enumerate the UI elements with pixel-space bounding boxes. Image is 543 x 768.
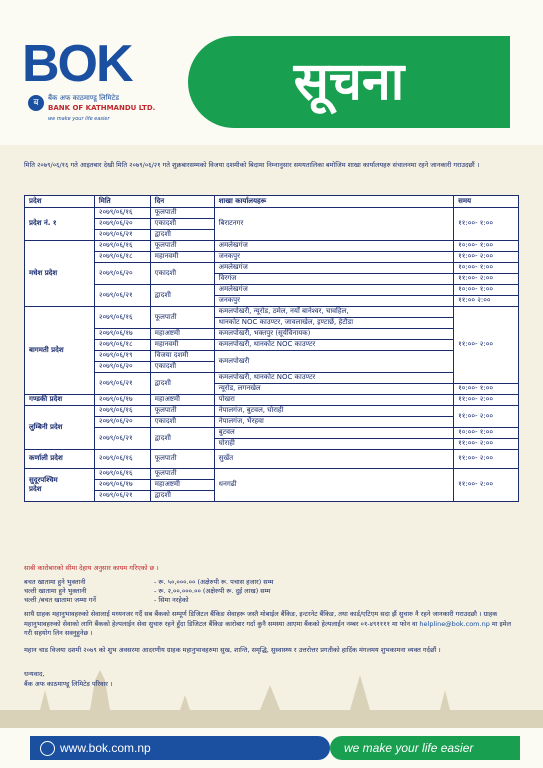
page-title: सूचना (293, 52, 405, 112)
time-cell: १०:००- १:०० (454, 241, 519, 252)
branch-cell: घोराही (214, 439, 453, 450)
branch-cell: अमलेखगंज (214, 263, 453, 274)
table-row (25, 329, 519, 340)
day-cell: फूलपाती (150, 208, 214, 219)
col-header-province: प्रदेश (25, 196, 95, 208)
date-cell: २०७९/०६/१८ (94, 340, 150, 351)
time-cell: १०:००- १:०० (454, 428, 519, 439)
time-cell: ११:००- २:०० (454, 307, 519, 384)
branch-cell: नेपालगंज, बुटवल, घोराही (214, 406, 453, 417)
province-name-line1: सुदूरपश्चिम (29, 475, 58, 484)
table-row (25, 395, 519, 406)
day-cell: महाअष्टमी (150, 329, 214, 340)
branch-cell: धनगढी (214, 469, 453, 502)
digital-banking-paragraph (24, 610, 519, 639)
day-cell: एकादशी (150, 219, 214, 230)
date-cell: २०७९/०६/१७ (94, 329, 150, 340)
time-cell: ११:००- २:०० (454, 469, 519, 502)
branch-cell: कमलपोखरी, भक्तपुर (सूर्यविनायक) (214, 329, 453, 340)
date-cell: २०७९/०६/१६ (94, 469, 150, 480)
col-header-date: मिति (94, 196, 150, 208)
table-row (25, 450, 519, 469)
day-cell: फूलपाती (150, 469, 214, 480)
time-cell: ११:००- २:०० (454, 274, 519, 285)
day-cell: एकादशी (150, 362, 214, 373)
time-cell: १०:००- १:०० (454, 263, 519, 274)
digital-banking-text-end: मा इमेल गरी सहयोग लिन सक्नुहुनेछ । (24, 619, 512, 637)
day-cell: फूलपाती (150, 241, 214, 252)
table-row (25, 252, 519, 263)
globe-icon (40, 741, 55, 756)
bank-logo[interactable] (18, 34, 168, 144)
branch-cell: कमलपोखरी, थानकोट NOC काउण्टर (214, 373, 453, 384)
logo-tagline: we make your life easier (48, 116, 110, 122)
col-header-branch: शाखा कार्यालयहरू (214, 196, 453, 208)
branch-cell: सुर्खेत (214, 450, 453, 469)
time-cell: १०:००- १:०० (454, 285, 519, 296)
table-row (25, 285, 519, 296)
branch-cell: कमलपोखरी, न्यूरोड, ठमेल, नयाँ बानेश्वर, चावहिल, (214, 307, 453, 318)
date-cell: २०७९/०६/२१ (94, 373, 150, 395)
date-cell: २०७९/०६/१६ (94, 406, 150, 417)
day-cell: विजया दशमी (150, 351, 214, 362)
day-cell: महानवमी (150, 252, 214, 263)
signature (24, 670, 519, 689)
date-cell: २०७९/०६/२१ (94, 491, 150, 502)
table-row (25, 428, 519, 439)
digital-banking-text: साथै ग्राहक महानुभावहरुको सेवालाई मध्यनजर गर्दै सब बैंकको सम्पूर्ण डिजिटल बैंकिङ सेवाहरू जस्तै मोबाईल बैंकिङ, इन्टरनेट बैंकिङ, तथा कार्ड/एटिएम सदा झैं सुचारु नै रहने जानकारी गराउदछौ । ग्राहक महानुभावहरुको सेवाको लागि बैंकको हेल्पलाईन सेवा सुचारु रहने हुँदा डिजिटल बैंकिङ कारोबार गर्दा कुनै समस्या आएमा बैंकको हेल्पलाईन नम्बर ०१-४९११११ मा फोन वा (24, 610, 498, 628)
date-cell: २०७९/०६/२० (94, 219, 150, 230)
logo-english-name: BANK OF KATHMANDU LTD. (48, 104, 156, 112)
date-cell: २०७९/०६/२१ (94, 428, 150, 450)
province-cell: लुम्बिनी प्रदेश (25, 406, 95, 450)
time-cell: ११:००- २:०० (454, 450, 519, 469)
date-cell: २०७९/०६/२१ (94, 230, 150, 241)
limit-value: - सिमा नरहेको (154, 596, 189, 604)
province-cell: कर्णाली प्रदेश (25, 450, 95, 469)
logo-emblem-icon: ब (28, 95, 44, 111)
table-row (25, 406, 519, 417)
footer (0, 728, 543, 768)
table-row (25, 307, 519, 318)
limits-list (24, 578, 519, 605)
time-cell: ११:०० २:०० (454, 296, 519, 307)
date-cell: २०७९/०६/२० (94, 417, 150, 428)
province-cell: बागमती प्रदेश (25, 307, 95, 395)
date-cell: २०७९/०६/२० (94, 263, 150, 285)
website-url[interactable]: www.bok.com.np (60, 741, 151, 755)
time-cell: ११:००- १:०० (454, 208, 519, 241)
branch-cell: कमलपोखरी, थानकोट NOC काउण्टर (214, 340, 453, 351)
signature-bank-family: बैंक अफ काठमाण्डू लिमिटेड परिवार । (24, 679, 113, 688)
time-cell: ११:००- २:०० (454, 406, 519, 428)
date-cell: २०७९/०६/२० (94, 362, 150, 373)
date-cell: २०७९/०६/१९ (94, 351, 150, 362)
table-row (25, 417, 519, 428)
day-cell: फूलपाती (150, 406, 214, 417)
col-header-day: दिन (150, 196, 214, 208)
branch-cell: बुटवल (214, 428, 453, 439)
title-panel (188, 36, 510, 128)
table-row (25, 241, 519, 252)
limit-label: चल्ती खातामा हुने भुक्तानी (24, 587, 87, 595)
table-row (25, 340, 519, 351)
province-cell: मधेश प्रदेश (25, 241, 95, 307)
limit-value: - रू. ५०,०००.०० (अक्षेरुपी रू. पचास हजार) सम्म (154, 578, 274, 586)
date-cell: २०७९/०६/१७ (94, 395, 150, 406)
table-row (25, 469, 519, 480)
day-cell: द्वादशी (150, 491, 214, 502)
time-cell: ११:००- २:०० (454, 439, 519, 450)
time-cell: ११:००- २:०० (454, 395, 519, 406)
footer-tagline: we make your life easier (344, 741, 474, 755)
schedule-table (24, 195, 519, 502)
day-cell: महानवमी (150, 340, 214, 351)
list-item (24, 596, 519, 605)
branch-cell: अमलेखगंज (214, 241, 453, 252)
list-item (24, 578, 519, 587)
table-row (25, 263, 519, 274)
signature-thanks: धन्यवाद, (24, 670, 45, 678)
list-item (24, 587, 519, 596)
day-cell: द्वादशी (150, 428, 214, 450)
date-cell: २०७९/०६/१६ (94, 450, 150, 469)
day-cell: द्वादशी (150, 285, 214, 307)
day-cell: फूलपाती (150, 450, 214, 469)
time-cell: १०:००- १:०० (454, 384, 519, 395)
table-header-row (25, 196, 519, 208)
branch-cell: नेपालगंज, भैरहवा (214, 417, 453, 428)
branch-cell: न्यूरोड, लगनखेल (214, 384, 453, 395)
branch-cell: जनकपुर (214, 252, 453, 263)
province-cell: प्रदेश नं. १ (25, 208, 95, 241)
province-cell: गण्डकी प्रदेश (25, 395, 95, 406)
limit-value: - रू. २,००,०००.०० (अक्षेरुपी रू. दुई लाख) सम्म (154, 587, 271, 595)
branch-cell: पोखरा (214, 395, 453, 406)
limit-label: बचत खातामा हुने भुक्तानी (24, 578, 86, 586)
day-cell: महाअष्टमी (150, 395, 214, 406)
time-cell: ११:००- २:०० (454, 252, 519, 263)
date-cell: २०७९/०६/१६ (94, 241, 150, 252)
table-row (25, 208, 519, 219)
day-cell: महाअष्टमी (150, 480, 214, 491)
footer-tagline-bar (330, 736, 520, 760)
date-cell: २०७९/०६/१७ (94, 480, 150, 491)
day-cell: फूलपाती (150, 307, 214, 329)
date-cell: २०७९/०६/२१ (94, 285, 150, 307)
limit-label: चल्ती /बचत खातामा जम्मा गर्ने (24, 596, 96, 604)
col-header-time: समय (454, 196, 519, 208)
branch-cell: थानकोट NOC काउण्टर, जावलाखेल, इण्टाछें, हेटौडा (214, 318, 453, 329)
branch-cell: विरगंज (214, 274, 453, 285)
day-cell: द्वादशी (150, 373, 214, 395)
date-cell: २०७९/०६/१६ (94, 307, 150, 329)
header (0, 0, 543, 145)
day-cell: एकादशी (150, 263, 214, 285)
branch-cell: जनकपुर (214, 296, 453, 307)
greeting-paragraph: महान चाड विजया दशमी २०७९ को शुभ अवसरमा आदरणीय ग्राहक महानुभावहरुमा सुख, शान्ति, समृद्धि, सुस्वास्थ्य र उत्तरोत्तर प्रगतीको हार्दिक मंगलमय शुभकामना व्यक्त गर्दछौं । (24, 646, 441, 654)
limits-intro (24, 564, 519, 574)
helpline-email-link[interactable]: helpline@bok.com.np (419, 619, 490, 628)
branch-cell: अमलेखगंज (214, 285, 453, 296)
branch-cell: कमलपोखरी (214, 351, 453, 373)
logo-nepali-name: बैंक अफ काठमाण्डू लिमिटेड (48, 94, 119, 102)
day-cell: द्वादशी (150, 230, 214, 241)
date-cell: २०७९/०६/१६ (94, 208, 150, 219)
branch-cell: बिराटनगर (214, 208, 453, 241)
limits-intro-text: साबी कारोबारको सीमा देहाय अनुसार कायम गरिएको छ । (24, 564, 159, 572)
province-cell (25, 469, 95, 502)
province-name-line2: प्रदेश (29, 485, 42, 493)
footer-website-bar[interactable] (30, 736, 330, 760)
day-cell: एकादशी (150, 417, 214, 428)
table-row (25, 351, 519, 362)
date-cell: २०७९/०६/१८ (94, 252, 150, 263)
logo-wordmark: BOK (22, 35, 132, 93)
intro-paragraph: मिति २०७९/०६/१६ गते आइतबार देखी मिति २०७९/०६/२१ गते शुक्रबारसम्मको विजया दशमीको बिदामा निम्नानुसार समयतालिका बमोजिम शाखा कार्यालयहरु संचालनमा रहने जानकारी गराउदछौं । (24, 161, 480, 169)
